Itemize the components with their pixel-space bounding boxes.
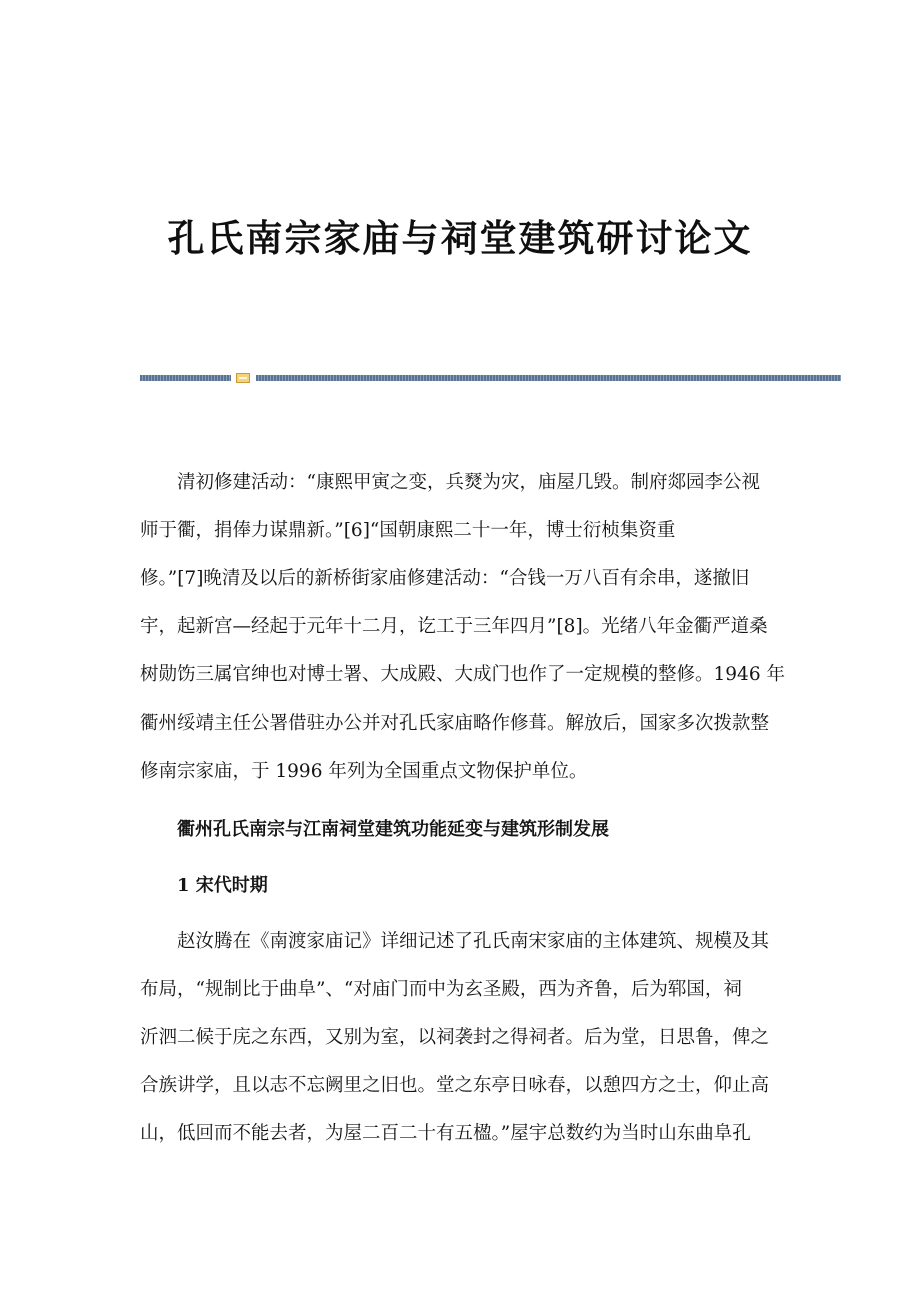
divider-bar-right [256,375,841,381]
paragraph-2-line-4: 合族讲学，且以志不忘阙里之旧也。堂之东亭日咏春，以憩四方之士，仰止高 [140,1075,770,1096]
paragraph-2-line-1: 赵汝腾在《南渡家庙记》详细记述了孔氏南宋家庙的主体建筑、规模及其 [177,931,770,952]
paragraph-2-line-2: 布局，“规制比于曲阜”、“对庙门而中为玄圣殿，西为齐鲁，后为郓国，祠 [140,979,742,1000]
paragraph-1-line-4: 宇，起新宫—经起于元年十二月，讫工于三年四月”[8]。光绪八年金衢严道桑 [140,616,768,637]
paragraph-1-line-3: 修。”[7]晚清及以后的新桥街家庙修建活动：“合钱一万八百有余串，遂撤旧 [140,568,750,589]
paragraph-2-line-3: 沂泗二候于庑之东西，又别为室，以祠袭封之得祠者。后为堂，日思鲁，俾之 [140,1027,770,1048]
divider-bar-left [140,375,231,381]
paragraph-1-line-6: 衢州绥靖主任公署借驻办公并对孔氏家庙略作修葺。解放后，国家多次拨款整 [140,713,770,734]
paragraph-1-line-1: 清初修建活动：“康熙甲寅之变，兵燹为灾，庙屋几毁。制府郯园李公视 [177,472,760,493]
title-divider [140,373,841,385]
paragraph-2-line-5: 山，低回而不能去者，为屋二百二十有五楹。”屋宇总数约为当时山东曲阜孔 [140,1123,751,1144]
paragraph-1-line-7: 修南宗家庙，于 1996 年列为全国重点文物保护单位。 [140,761,588,782]
section-heading: 衢州孔氏南宗与江南祠堂建筑功能延变与建筑形制发展 [177,819,609,840]
divider-ornament-icon [236,373,250,383]
paragraph-1-line-5: 树勋饬三属官绅也对博士署、大成殿、大成门也作了一定规模的整修。1946 年 [140,664,785,685]
document-title: 孔氏南宗家庙与祠堂建筑研讨论文 [167,216,753,260]
paragraph-1-line-2: 师于衢，捐俸力谋鼎新。”[6]“国朝康熙二十一年，博士衍桢集资重 [140,520,676,541]
subsection-heading: 1 宋代时期 [177,875,268,896]
